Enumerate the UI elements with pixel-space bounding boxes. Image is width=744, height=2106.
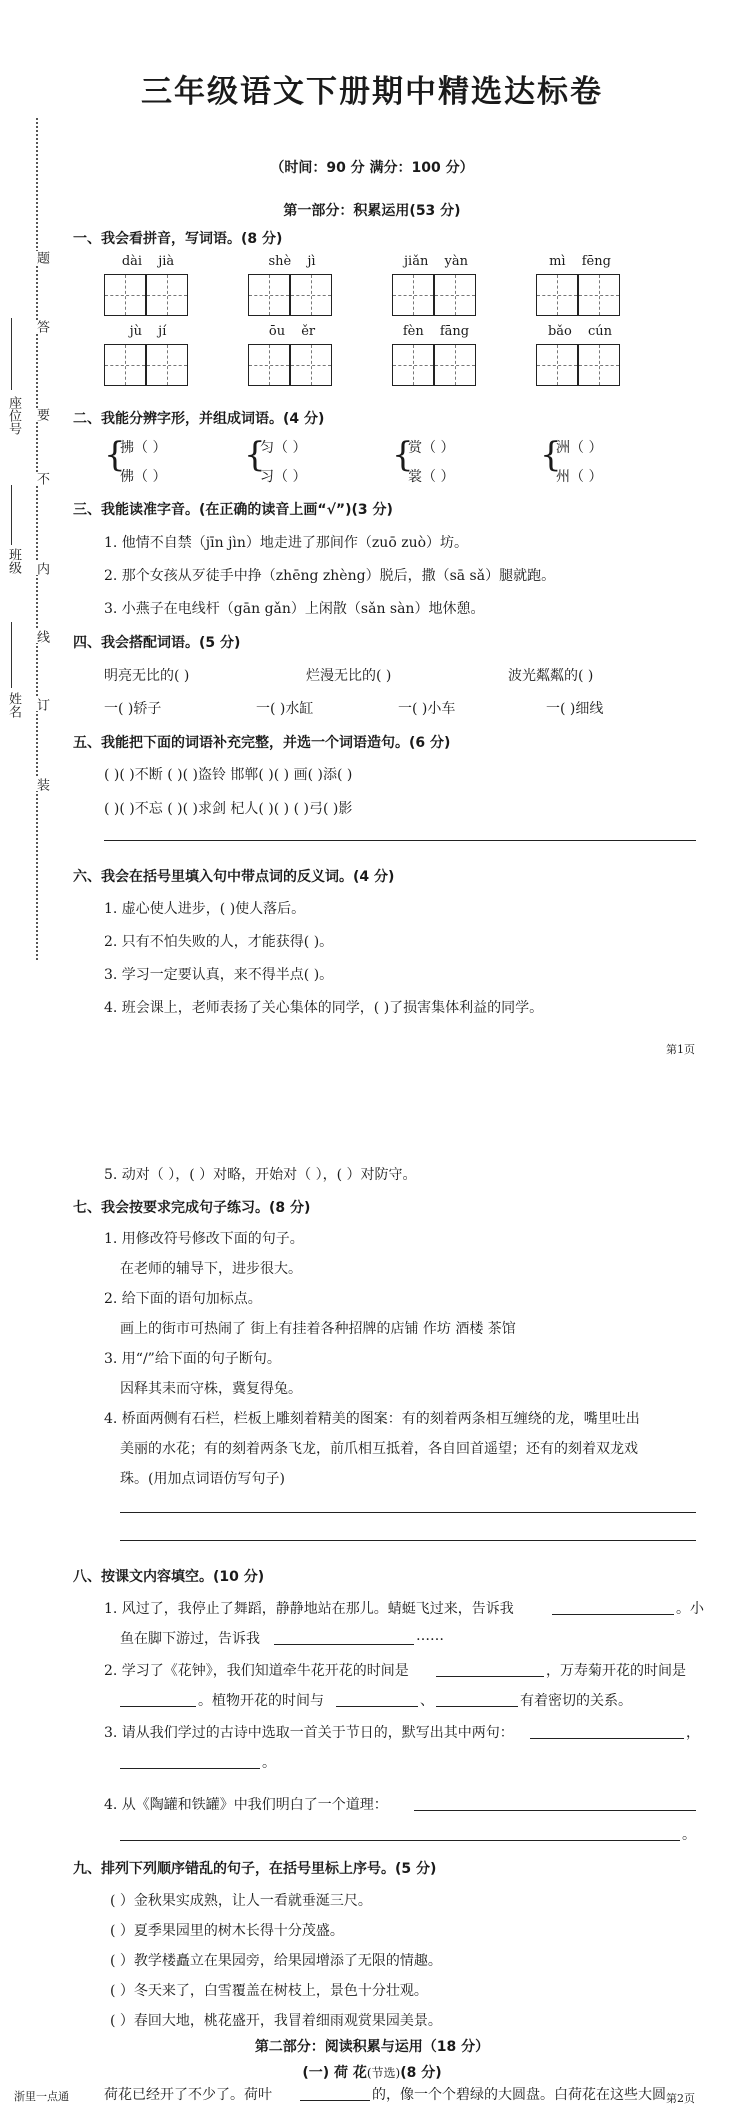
answer-line[interactable]: [120, 1540, 696, 1541]
seal-char: 题: [34, 251, 49, 264]
order-item[interactable]: ( ）春回大地，桃花盛开，我冒着细雨观赏果园美景。: [110, 2013, 442, 2029]
fill-blank[interactable]: [552, 1614, 674, 1615]
brace-icon: {: [244, 435, 266, 475]
pinyin: jù jí: [129, 324, 167, 339]
brace-icon: {: [104, 435, 126, 475]
section9-title: 九、排列下列顺序错乱的句子，在括号里标上序号。(5 分): [73, 1861, 437, 1877]
question-line: 2. 给下面的语句加标点。: [104, 1291, 262, 1307]
word-pair-bottom[interactable]: 习（ ）: [260, 469, 307, 485]
char-box[interactable]: [104, 274, 146, 316]
pinyin-item: [104, 254, 192, 318]
fill-blank[interactable]: [120, 1768, 260, 1769]
question-line[interactable]: 1. 虚心使人进步，( )使人落后。: [104, 901, 306, 917]
order-item[interactable]: ( ）教学楼矗立在果园旁，给果园增添了无限的情趣。: [110, 1953, 442, 1969]
section6-title: 六、我会在括号里填入句中带点词的反义词。(4 分): [73, 869, 395, 885]
char-box[interactable]: [434, 274, 476, 316]
seal-char: 内: [34, 562, 49, 575]
seal-char: 线: [34, 630, 49, 643]
section4-title: 四、我会搭配词语。(5 分): [73, 635, 241, 651]
word-pair-top[interactable]: 赏（ ）: [408, 440, 455, 456]
measure-word-item[interactable]: 一( )水缸: [256, 701, 314, 717]
word-pair-top[interactable]: 匀（ ）: [260, 440, 307, 456]
char-box[interactable]: [578, 344, 620, 386]
sentence-text[interactable]: 画上的街市可热闹了 街上有挂着各种招牌的店铺 作坊 酒楼 茶馆: [120, 1321, 516, 1337]
question-line: 3. 请从我们学过的古诗中选取一首关于节日的，默写出其中两句：: [104, 1725, 514, 1741]
question-line: ，: [686, 1725, 700, 1741]
question-line[interactable]: 3. 学习一定要认真，来不得半点( )。: [104, 967, 334, 983]
part1-title: 第一部分：积累运用(53 分): [283, 203, 461, 219]
question-line: 1. 风过了，我停止了舞蹈，静静地站在那儿。蜻蜓飞过来，告诉我: [104, 1601, 514, 1617]
pinyin: mì fēng: [549, 254, 611, 269]
pinyin: fèn fāng: [402, 324, 470, 339]
part2-title: 第二部分：阅读积累与运用（18 分）: [254, 2039, 490, 2055]
question-line: 4. 从《陶罐和铁罐》中我们明白了一个道理：: [104, 1797, 388, 1813]
word-pair-bottom[interactable]: 裳（ ）: [408, 469, 455, 485]
pinyin: bǎo cún: [547, 324, 613, 339]
order-item[interactable]: ( ）冬天来了，白雪覆盖在树枝上，景色十分壮观。: [110, 1983, 428, 1999]
char-box[interactable]: [290, 274, 332, 316]
question-line: 2. 学习了《花钟》，我们知道牵牛花开花的时间是: [104, 1663, 409, 1679]
binding-dotted-line: [36, 118, 38, 960]
question-line: ，万寿菊开花的时间是: [546, 1663, 686, 1679]
fill-blank[interactable]: [120, 1840, 680, 1841]
section5-title: 五、我能把下面的词语补充完整，并选一个词语造句。(6 分): [73, 735, 451, 751]
question-line: 4. 桥面两侧有石栏，栏板上雕刻着精美的图案：有的刻着两条相互缠绕的龙，嘴里吐出: [104, 1411, 640, 1427]
match-item[interactable]: 波光粼粼的( ): [508, 668, 594, 684]
measure-word-item[interactable]: 一( )小车: [398, 701, 456, 717]
question-line: 。: [682, 1827, 696, 1843]
pinyin: jiǎn yàn: [404, 254, 468, 269]
pinyin-item: [536, 254, 624, 318]
question-line[interactable]: 3. 小燕子在电线杆（gān gǎn）上闲散（sǎn sàn）地休憩。: [104, 601, 485, 617]
seal-char: 装: [34, 778, 49, 791]
question-line[interactable]: 2. 那个女孩从歹徒手中挣（zhēng zhèng）脱后，撒（sā sǎ）腿就跑。: [104, 568, 556, 584]
page-number: 第1页: [666, 1043, 695, 1056]
question-line: 。植物开花的时间与: [198, 1693, 324, 1709]
char-box[interactable]: [578, 274, 620, 316]
pinyin: dài jià: [121, 254, 175, 269]
reading-text: 的，像一个个碧绿的大圆盘。白荷花在这些大圆: [372, 2087, 666, 2103]
pinyin-item: [248, 254, 336, 318]
pinyin-item: [104, 324, 192, 388]
order-item[interactable]: ( ）夏季果园里的树木长得十分茂盛。: [110, 1923, 344, 1939]
question-line: 。小: [676, 1601, 704, 1617]
brace-icon: {: [540, 435, 562, 475]
order-item[interactable]: ( ）金秋果实成熟，让人一看就垂涎三尺。: [110, 1893, 372, 1909]
pinyin-item: [248, 324, 336, 388]
section8-title: 八、按课文内容填空。(10 分): [73, 1569, 265, 1585]
fill-blank[interactable]: [274, 1644, 414, 1645]
brace-icon: {: [392, 435, 414, 475]
sentence-text[interactable]: 在老师的辅导下，进步很大。: [120, 1261, 302, 1277]
seal-char: 答: [34, 320, 49, 333]
fill-blank[interactable]: [414, 1810, 696, 1811]
char-box[interactable]: [146, 274, 188, 316]
fill-blank[interactable]: [336, 1706, 418, 1707]
exam-time-score: （时间：90 分 满分：100 分）: [270, 160, 474, 176]
class-label: 班级: [6, 548, 21, 574]
seat-fill-line[interactable]: [11, 318, 12, 390]
word-pair-top[interactable]: 洲（ ）: [556, 440, 603, 456]
seal-char: 要: [34, 408, 49, 421]
char-box[interactable]: [536, 274, 578, 316]
page-title: 三年级语文下册期中精选达标卷: [141, 74, 603, 110]
word-pair-bottom[interactable]: 州（ ）: [556, 469, 603, 485]
pinyin-item: [536, 324, 624, 388]
section1-title: 一、我会看拼音，写词语。(8 分): [73, 231, 283, 247]
question-line: 。: [262, 1755, 276, 1771]
question-line: 美丽的水花；有的刻着两条飞龙，前爪相互抵着，各自回首遥望；还有的刻着双龙戏: [120, 1441, 638, 1457]
reading-title: (一) 荷 花: [302, 2065, 367, 2081]
name-label: 姓名: [6, 692, 21, 718]
char-box[interactable]: [248, 344, 290, 386]
footer-brand: 浙里一点通: [14, 2090, 69, 2103]
pinyin: ōu ěr: [268, 324, 316, 339]
question-line: ……: [416, 1628, 444, 1644]
char-box[interactable]: [104, 344, 146, 386]
page-number: 第2页: [666, 2092, 695, 2105]
idiom-line[interactable]: ( )( )不断 ( )( )盗铃 邯郸( )( ) 画( )添( ): [104, 767, 353, 783]
section2-title: 二、我能分辨字形，并组成词语。(4 分): [73, 411, 325, 427]
fill-blank[interactable]: [120, 1706, 196, 1707]
section7-title: 七、我会按要求完成句子练习。(8 分): [73, 1200, 311, 1216]
class-fill-line[interactable]: [11, 485, 12, 545]
pinyin: shè jì: [268, 254, 316, 269]
measure-word-item[interactable]: 一( )细线: [546, 701, 604, 717]
question-line: 、: [420, 1693, 434, 1709]
reading-score: (8 分): [400, 2065, 442, 2081]
question-line[interactable]: 5. 动对（ ），( ）对略，开始对（ ），( ）对防守。: [104, 1167, 417, 1183]
idiom-line[interactable]: ( )( )不忘 ( )( )求剑 杞人( )( ) ( )弓( )影: [104, 801, 353, 817]
question-line[interactable]: 1. 他情不自禁（jīn jìn）地走进了那间作（zuō zuò）坊。: [104, 535, 469, 551]
answer-line[interactable]: [120, 1512, 696, 1513]
match-item[interactable]: 明亮无比的( ): [104, 668, 190, 684]
char-box[interactable]: [434, 344, 476, 386]
question-line: 1. 用修改符号修改下面的句子。: [104, 1231, 304, 1247]
question-line: 鱼在脚下游过，告诉我: [120, 1631, 260, 1647]
seal-char: 订: [34, 698, 49, 711]
fill-blank[interactable]: [300, 2100, 370, 2101]
question-line: 珠。(用加点词语仿写句子): [120, 1471, 285, 1487]
fill-blank[interactable]: [436, 1706, 518, 1707]
fill-blank[interactable]: [530, 1738, 684, 1739]
pinyin-item: [392, 324, 480, 388]
word-pair-top[interactable]: 拂（ ）: [120, 440, 167, 456]
question-line: 3. 用“/”给下面的句子断句。: [104, 1351, 281, 1367]
char-box[interactable]: [536, 344, 578, 386]
sentence-text[interactable]: 因释其耒而守株，冀复得兔。: [120, 1381, 302, 1397]
question-line[interactable]: 2. 只有不怕失败的人，才能获得( )。: [104, 934, 334, 950]
match-item[interactable]: 烂漫无比的( ): [306, 668, 392, 684]
char-box[interactable]: [146, 344, 188, 386]
word-pair-bottom[interactable]: 佛（ ）: [120, 469, 167, 485]
char-box[interactable]: [248, 274, 290, 316]
seat-label: 座位号: [6, 396, 21, 435]
char-box[interactable]: [392, 274, 434, 316]
question-line[interactable]: 4. 班会课上，老师表扬了关心集体的同学，( )了损害集体利益的同学。: [104, 1000, 544, 1016]
fill-blank[interactable]: [436, 1676, 544, 1677]
section3-title: 三、我能读准字音。(在正确的读音上画“√”)(3 分): [73, 502, 393, 518]
reading-note: (节选): [366, 2066, 401, 2080]
char-box[interactable]: [392, 344, 434, 386]
name-fill-line[interactable]: [11, 622, 12, 688]
reading-text: 荷花已经开了不少了。荷叶: [104, 2087, 272, 2103]
measure-word-item[interactable]: 一( )轿子: [104, 701, 162, 717]
question-line: 有着密切的关系。: [520, 1693, 632, 1709]
seal-char: 不: [34, 472, 49, 485]
char-box[interactable]: [290, 344, 332, 386]
reading-title-row: [0, 2062, 744, 2082]
answer-line[interactable]: [104, 840, 696, 841]
pinyin-item: [392, 254, 480, 318]
